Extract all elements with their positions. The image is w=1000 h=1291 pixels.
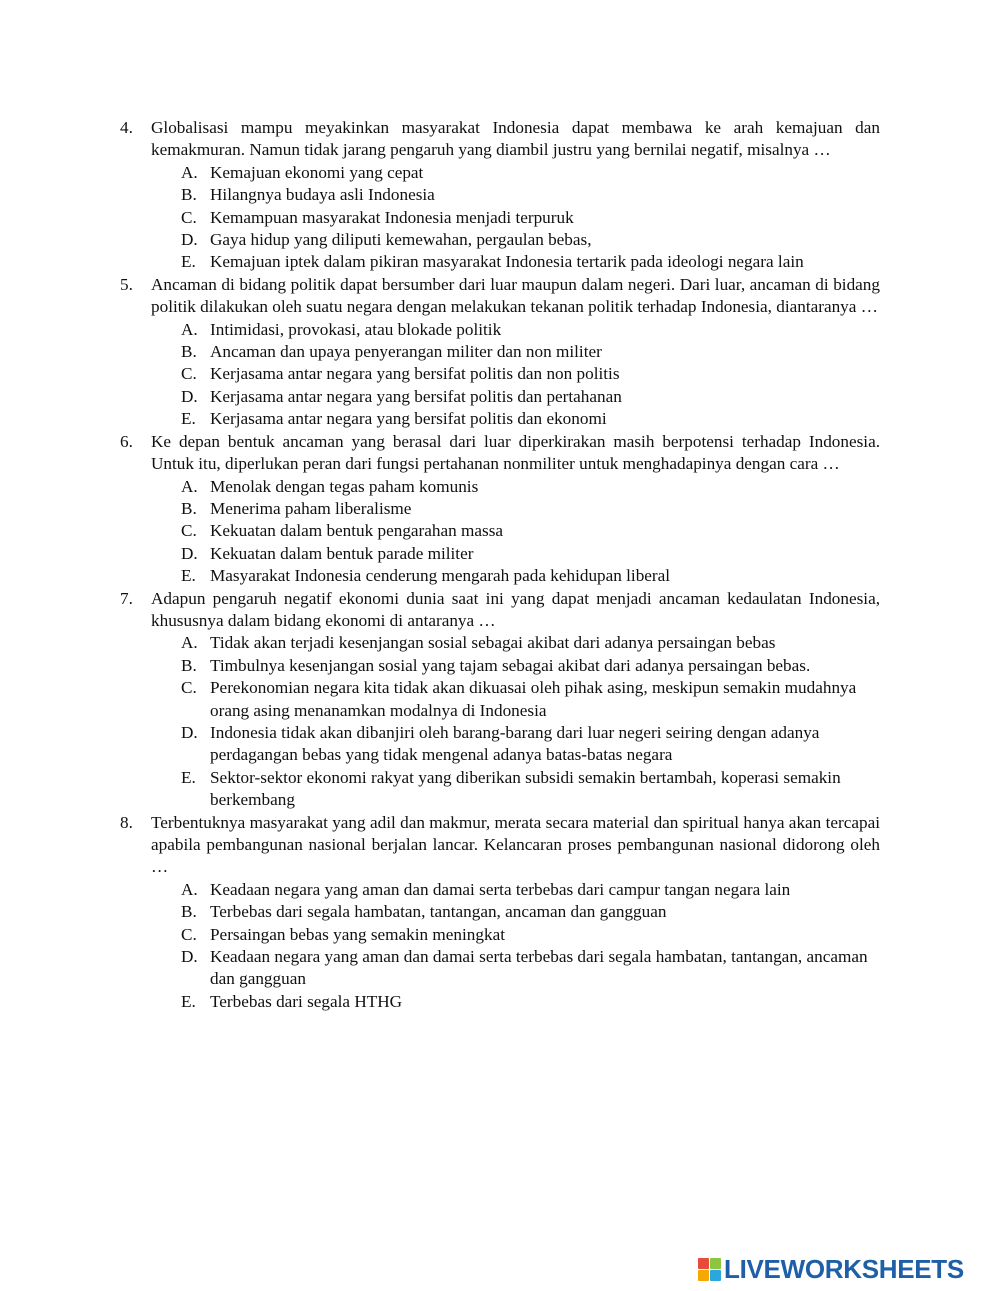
option-item <box>181 251 880 273</box>
question-number: 4. <box>120 118 133 137</box>
option-letter: A. <box>181 879 198 899</box>
question-list <box>120 117 880 1013</box>
question-number: 7. <box>120 588 133 608</box>
option-item <box>181 386 880 408</box>
option-item <box>181 341 880 363</box>
option-letter: C. <box>181 924 197 944</box>
option-letter: E. <box>181 252 196 272</box>
option-letter: B. <box>181 902 197 922</box>
option-item <box>181 498 880 520</box>
option-list <box>151 162 880 274</box>
option-letter: D. <box>181 230 198 250</box>
question-item <box>120 588 880 812</box>
question-number: 6. <box>120 431 133 451</box>
option-text: Terbebas dari segala HTHG <box>210 991 403 1011</box>
option-item <box>181 476 880 498</box>
option-letter: E. <box>181 566 196 586</box>
option-text: Hilangnya budaya asli Indonesia <box>210 185 435 205</box>
option-letter: E. <box>181 991 196 1011</box>
option-text: Kerjasama antar negara yang bersifat politis dan ekonomi <box>210 409 607 429</box>
option-letter: A. <box>181 633 198 653</box>
logo-square <box>698 1258 709 1269</box>
liveworksheets-brand <box>698 1254 964 1284</box>
question-item <box>120 274 880 431</box>
option-letter: B. <box>181 342 197 362</box>
option-item <box>181 229 880 251</box>
option-list <box>151 319 880 431</box>
option-item <box>181 319 880 341</box>
question-number: 5. <box>120 274 133 294</box>
question-number: 8. <box>120 812 133 832</box>
logo-square <box>698 1270 709 1281</box>
question-item <box>120 431 880 588</box>
question-text: Terbentuknya masyarakat yang adil dan makmur, merata secara material dan spiritual hanya akan tercapai apabila pembangunan nasional berjalan lancar. Kelancaran proses pembangunan nasional didorong oleh … <box>151 812 880 877</box>
brand-text: LIVEWORKSHEETS <box>724 1253 964 1284</box>
question-text: Globalisasi mampu meyakinkan masyarakat Indonesia dapat membawa ke arah kemajuan dan kemakmuran. Namun tidak jarang pengaruh yang diambil justru yang bernilai negatif, misalnya … <box>151 118 880 160</box>
option-item <box>181 677 880 722</box>
option-text: Intimidasi, provokasi, atau blokade politik <box>210 319 502 339</box>
option-letter: D. <box>181 386 198 406</box>
option-text: Kerjasama antar negara yang bersifat politis dan pertahanan <box>210 386 622 406</box>
option-item <box>181 879 880 901</box>
option-text: Masyarakat Indonesia cenderung mengarah pada kehidupan liberal <box>210 566 671 586</box>
option-letter: C. <box>181 364 197 384</box>
option-item <box>181 946 880 991</box>
option-item <box>181 565 880 587</box>
option-item <box>181 520 880 542</box>
logo-square <box>710 1270 721 1281</box>
option-letter: B. <box>181 655 197 675</box>
option-text: Kekuatan dalam bentuk pengarahan massa <box>210 521 504 541</box>
option-text: Terbebas dari segala hambatan, tantangan, ancaman dan gangguan <box>210 902 667 922</box>
option-text: Ancaman dan upaya penyerangan militer dan non militer <box>210 342 602 362</box>
option-text: Tidak akan terjadi kesenjangan sosial sebagai akibat dari adanya persaingan bebas <box>210 633 776 653</box>
option-item <box>181 722 880 767</box>
option-text: Keadaan negara yang aman dan damai serta terbebas dari campur tangan negara lain <box>210 879 791 899</box>
logo-square <box>710 1258 721 1269</box>
option-item <box>181 655 880 677</box>
option-letter: E. <box>181 409 196 429</box>
option-text: Kemajuan iptek dalam pikiran masyarakat Indonesia tertarik pada ideologi negara lain <box>210 252 804 272</box>
option-letter: D. <box>181 947 198 967</box>
option-letter: E. <box>181 767 196 787</box>
option-item <box>181 363 880 385</box>
option-letter: B. <box>181 498 197 518</box>
option-text: Menolak dengan tegas paham komunis <box>210 476 479 496</box>
option-text: Kekuatan dalam bentuk parade militer <box>210 543 474 563</box>
option-text: Gaya hidup yang diliputi kemewahan, pergaulan bebas, <box>210 230 592 250</box>
option-letter: A. <box>181 162 198 182</box>
option-item <box>181 767 880 812</box>
option-item <box>181 991 880 1013</box>
option-letter: C. <box>181 521 197 541</box>
liveworksheets-logo-icon <box>698 1258 721 1281</box>
option-text: Kemajuan ekonomi yang cepat <box>210 162 424 182</box>
option-text: Timbulnya kesenjangan sosial yang tajam sebagai akibat dari adanya persaingan bebas. <box>210 655 811 675</box>
option-letter: B. <box>181 185 197 205</box>
option-text: Kemampuan masyarakat Indonesia menjadi terpuruk <box>210 207 574 227</box>
question-text: Adapun pengaruh negatif ekonomi dunia saat ini yang dapat menjadi ancaman kedaulatan Indonesia, khususnya dalam bidang ekonomi di antaranya … <box>151 588 880 630</box>
option-letter: A. <box>181 476 198 496</box>
option-letter: C. <box>181 678 197 698</box>
option-letter: A. <box>181 319 198 339</box>
option-letter: D. <box>181 543 198 563</box>
option-text: Perekonomian negara kita tidak akan dikuasai oleh pihak asing, meskipun semakin mudahnya orang asing menanamkan modalnya di Indonesia <box>210 678 857 720</box>
option-text: Persaingan bebas yang semakin meningkat <box>210 924 505 944</box>
option-letter: C. <box>181 207 197 227</box>
option-item <box>181 924 880 946</box>
option-item <box>181 162 880 184</box>
option-text: Kerjasama antar negara yang bersifat politis dan non politis <box>210 364 620 384</box>
option-list <box>151 476 880 588</box>
option-item <box>181 543 880 565</box>
question-text: Ancaman di bidang politik dapat bersumber dari luar maupun dalam negeri. Dari luar, ancaman di bidang politik dilakukan oleh suatu negara dengan melakukan tekanan politik terhadap Indonesia, diantaranya … <box>151 274 880 317</box>
option-text: Indonesia tidak akan dibanjiri oleh barang-barang dari luar negeri seiring dengan adanya perdagangan bebas yang tidak mengenal adanya batas-batas negara <box>210 722 820 765</box>
option-text: Keadaan negara yang aman dan damai serta terbebas dari segala hambatan, tantangan, ancaman dan gangguan <box>210 947 868 989</box>
option-list <box>151 879 880 1013</box>
option-item <box>181 184 880 206</box>
question-item <box>120 812 880 1014</box>
option-text: Sektor-sektor ekonomi rakyat yang diberikan subsidi semakin bertambah, koperasi semakin berkembang <box>210 767 841 810</box>
option-letter: D. <box>181 722 198 742</box>
option-item <box>181 408 880 430</box>
option-item <box>181 901 880 923</box>
option-list <box>151 632 880 811</box>
question-text: Ke depan bentuk ancaman yang berasal dari luar diperkirakan masih berpotensi terhadap Indonesia. Untuk itu, diperlukan peran dari fungsi pertahanan nonmiliter untuk menghadapinya dengan cara … <box>151 431 880 474</box>
option-text: Menerima paham liberalisme <box>210 498 412 518</box>
option-item <box>181 207 880 229</box>
question-item <box>120 117 880 274</box>
option-item <box>181 632 880 654</box>
